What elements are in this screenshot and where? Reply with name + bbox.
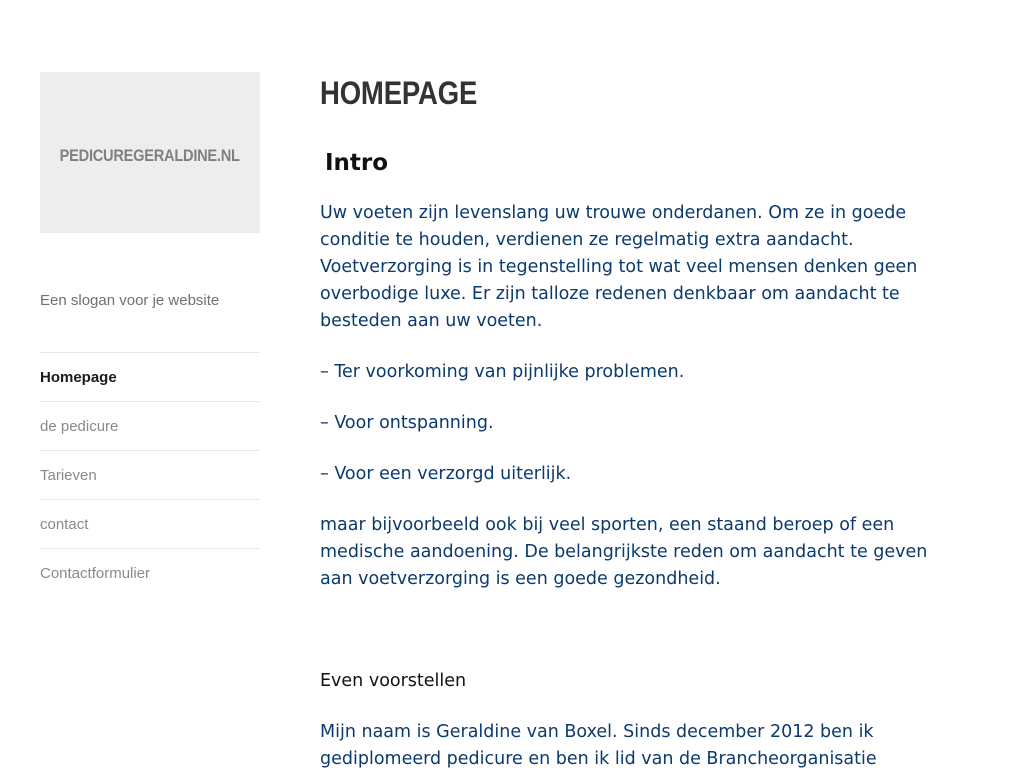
list-item: – Voor ontspanning. [320, 413, 494, 433]
closing-paragraph: maar bijvoorbeeld ook bij veel sporten, een staand beroep of een medische aandoening. De belangrijkste reden om aandacht te geven aan voetverzorging is een goede gezondheid. [320, 515, 928, 589]
intro-paragraph: Uw voeten zijn levenslang uw trouwe onderdanen. Om ze in goede conditie te houden, verdienen ze regelmatig extra aandacht. Voetverzorging is in tegenstelling tot wat veel mensen denken geen overbodige luxe. Er zijn talloze redenen denkbaar om aandacht te besteden aan uw voeten. [320, 203, 918, 331]
page-title: HOMEPAGE [320, 75, 478, 111]
main-content [320, 72, 960, 768]
site-slogan: Een slogan voor je website [40, 292, 220, 309]
about-paragraph: Mijn naam is Geraldine van Boxel. Sinds december 2012 ben ik gediplomeerd pedicure en ben ik lid van de Brancheorganisatie [320, 722, 877, 768]
site-logo[interactable] [40, 72, 260, 233]
main-nav [40, 352, 260, 597]
sidebar [40, 72, 260, 597]
list-item: – Ter voorkoming van pijnlijke problemen. [320, 362, 685, 382]
site-logo-text: PEDICUREGERALDINE.NL [59, 145, 241, 165]
about-heading: Even voorstellen [320, 671, 467, 691]
nav-item-tarieven[interactable]: Tarieven [40, 451, 260, 500]
nav-item-contact[interactable]: contact [40, 500, 260, 549]
nav-item-de-pedicure[interactable]: de pedicure [40, 402, 260, 451]
intro-heading: Intro [325, 150, 389, 176]
list-item: – Voor een verzorgd uiterlijk. [320, 464, 572, 484]
nav-item-contactformulier[interactable]: Contactformulier [40, 564, 151, 582]
nav-item-homepage[interactable]: Homepage [40, 353, 260, 402]
